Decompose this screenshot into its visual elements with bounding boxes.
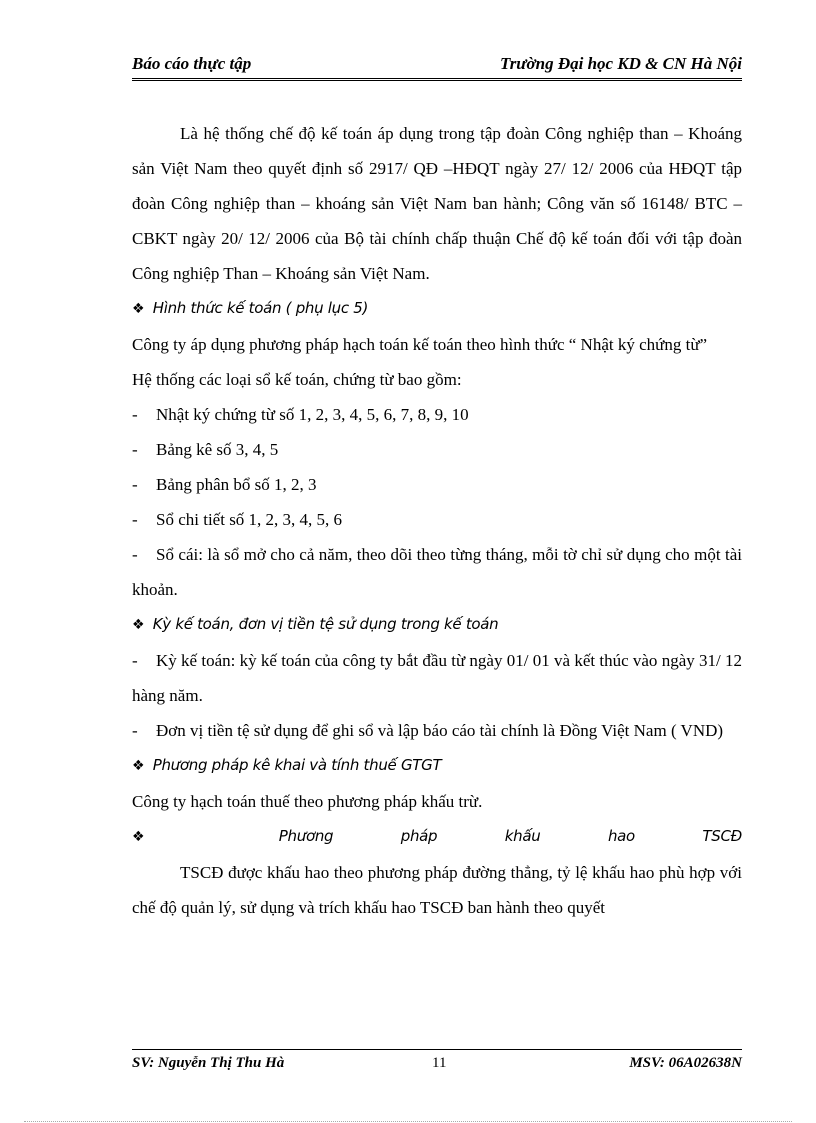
header-university: Trường Đại học KD & CN Hà Nội [499,54,742,73]
list-item: - Bảng kê số 3, 4, 5 [132,440,279,459]
heading-text: Phương pháp kê khai và tính thuế GTGT [152,756,442,774]
footer-student-id: MSV: 06A02638N [629,1055,742,1071]
diamond-bullet-icon: ❖ [132,617,145,633]
section-heading-accounting-form [132,291,742,327]
section-heading-period [132,607,742,643]
diamond-bullet-icon: ❖ [132,758,145,774]
list-item: - Bảng phân bổ số 1, 2, 3 [132,475,317,494]
diamond-bullet-icon: ❖ [132,301,145,317]
heading-text: Phương pháp khấu hao TSCĐ [278,827,742,845]
heading-text: Kỳ kế toán, đơn vị tiền tệ sử dụng trong kế toán [152,615,499,633]
header-report-title: Báo cáo thực tập [132,54,252,73]
intro-paragraph: Là hệ thống chế độ kế toán áp dụng trong tập đoàn Công nghiệp than – Khoáng sản Việt Nam theo quyết định số 2917/ QĐ –HĐQT ngày 27/ 12/ 2006 của HĐQT tập đoàn Công nghiệp than – khoáng sản Việt Nam ban hành; Công văn số 16148/ BTC – CBKT ngày 20/ 12/ 2006 của Bộ tài chính chấp thuận Chế độ kế toán đối với tập đoàn Công nghiệp Than – Khoáng sản Việt Nam. [132,124,742,283]
vat-paragraph: Công ty hạch toán thuế theo phương pháp khấu trừ. [132,792,483,811]
list-item-period: - Kỳ kế toán: kỳ kế toán của công ty bắt đầu từ ngày 01/ 01 và kết thúc vào ngày 31/ 12 hàng năm. [132,651,742,705]
page-number: 11 [432,1055,447,1071]
list-item-currency: - Đơn vị tiền tệ sử dụng để ghi sổ và lập báo cáo tài chính là Đồng Việt Nam ( VND) [132,721,724,740]
document-body [132,116,742,925]
accounting-form-paragraph: Công ty áp dụng phương pháp hạch toán kế toán theo hình thức “ Nhật ký chứng từ” [132,335,708,354]
page-edge-divider [24,1121,792,1122]
section-heading-vat [132,748,742,784]
list-item: - Sổ chi tiết số 1, 2, 3, 4, 5, 6 [132,510,343,529]
page-footer [132,1049,742,1076]
diamond-bullet-icon: ❖ [132,829,208,845]
page-header [132,52,742,81]
list-item: - Nhật ký chứng từ số 1, 2, 3, 4, 5, 6, 7, 8, 9, 10 [132,405,469,424]
books-intro: Hệ thống các loại sổ kế toán, chứng từ bao gồm: [132,370,462,389]
section-heading-depreciation [132,819,742,855]
footer-student-name: SV: Nguyễn Thị Thu Hà [132,1055,285,1071]
list-item-ledger: - Sổ cái: là sổ mở cho cả năm, theo dõi theo từng tháng, mỗi tờ chỉ sử dụng cho một tài khoản. [132,545,742,599]
depreciation-paragraph: TSCĐ được khấu hao theo phương pháp đường thẳng, tỷ lệ khấu hao phù hợp với chế độ quản lý, sử dụng và trích khấu hao TSCĐ ban hành theo quyết [132,863,742,917]
heading-text: Hình thức kế toán ( phụ lục 5) [152,299,369,317]
